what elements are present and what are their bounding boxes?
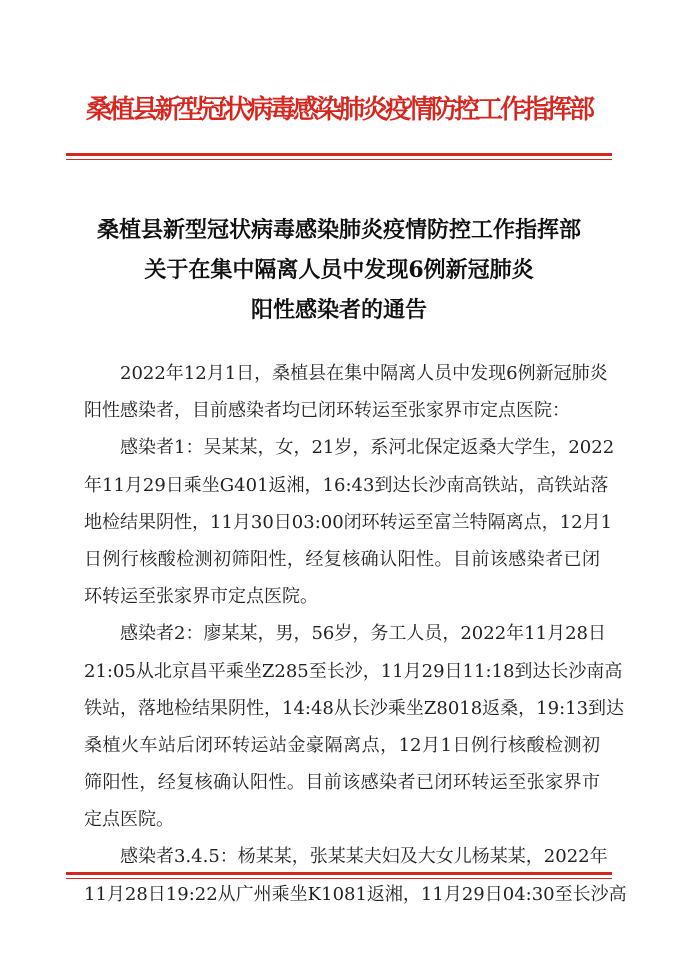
notice-title xyxy=(66,210,612,330)
paragraph xyxy=(84,429,615,615)
notice-body xyxy=(84,355,627,913)
title-line: 桑植县新型冠状病毒感染肺炎疫情防控工作指挥部 xyxy=(96,217,581,243)
footer-divider xyxy=(66,872,612,879)
paragraph-line: 阳性感染者，目前感染者均已闭环转运至张家界市定点医院： xyxy=(84,400,570,422)
paragraph-line: 感染者2：廖某某，男，56岁，务工人员，2022年11月28日 xyxy=(120,623,606,645)
paragraph-line: 感染者1：吴某某，女，21岁，系河北保定返桑大学生，2022 xyxy=(120,437,615,459)
paragraph xyxy=(84,615,625,838)
paragraph-line: 铁站，落地检结果阴性，14:48从长沙乘坐Z8018返桑，19:13到达 xyxy=(84,697,625,719)
paragraph-line: 筛阳性，经复核确认阳性。目前该感染者已闭环转运至张家界市 xyxy=(84,772,600,794)
paragraph-line: 感染者3.4.5：杨某某，张某某夫妇及大女儿杨某某，2022年 xyxy=(120,846,608,868)
title-line: 阳性感染者的通告 xyxy=(250,297,427,323)
title-line: 关于在集中隔离人员中发现6例新冠肺炎 xyxy=(144,257,534,283)
paragraph-line: 11月28日19:22从广州乘坐K1081返湘，11月29日04:30至长沙高 xyxy=(84,883,627,905)
masthead-title: 桑植县新型冠状病毒感染肺炎疫情防控工作指挥部 xyxy=(85,95,592,125)
paragraph-line: 桑植火车站后闭环转运站金豪隔离点，12月1日例行核酸检测初 xyxy=(84,734,600,756)
paragraph-line: 地检结果阴性，11月30日03:00闭环转运至富兰特隔离点，12月1 xyxy=(84,511,613,533)
paragraph-line: 年11月29日乘坐G401返湘，16:43到达长沙南高铁站，高铁站落 xyxy=(84,474,609,496)
paragraph-line: 21:05从北京昌平乘坐Z285至长沙，11月29日11:18到达长沙南高 xyxy=(84,660,623,682)
paragraph-line: 环转运至张家界市定点医院。 xyxy=(84,586,318,608)
paragraph xyxy=(84,355,608,429)
paragraph-line: 日例行核酸检测初筛阳性，经复核确认阳性。目前该感染者已闭 xyxy=(84,548,600,570)
paragraph-line: 2022年12月1日，桑植县在集中隔离人员中发现6例新冠肺炎 xyxy=(120,363,608,384)
paragraph-line: 定点医院。 xyxy=(84,809,174,831)
header-divider xyxy=(66,153,612,160)
